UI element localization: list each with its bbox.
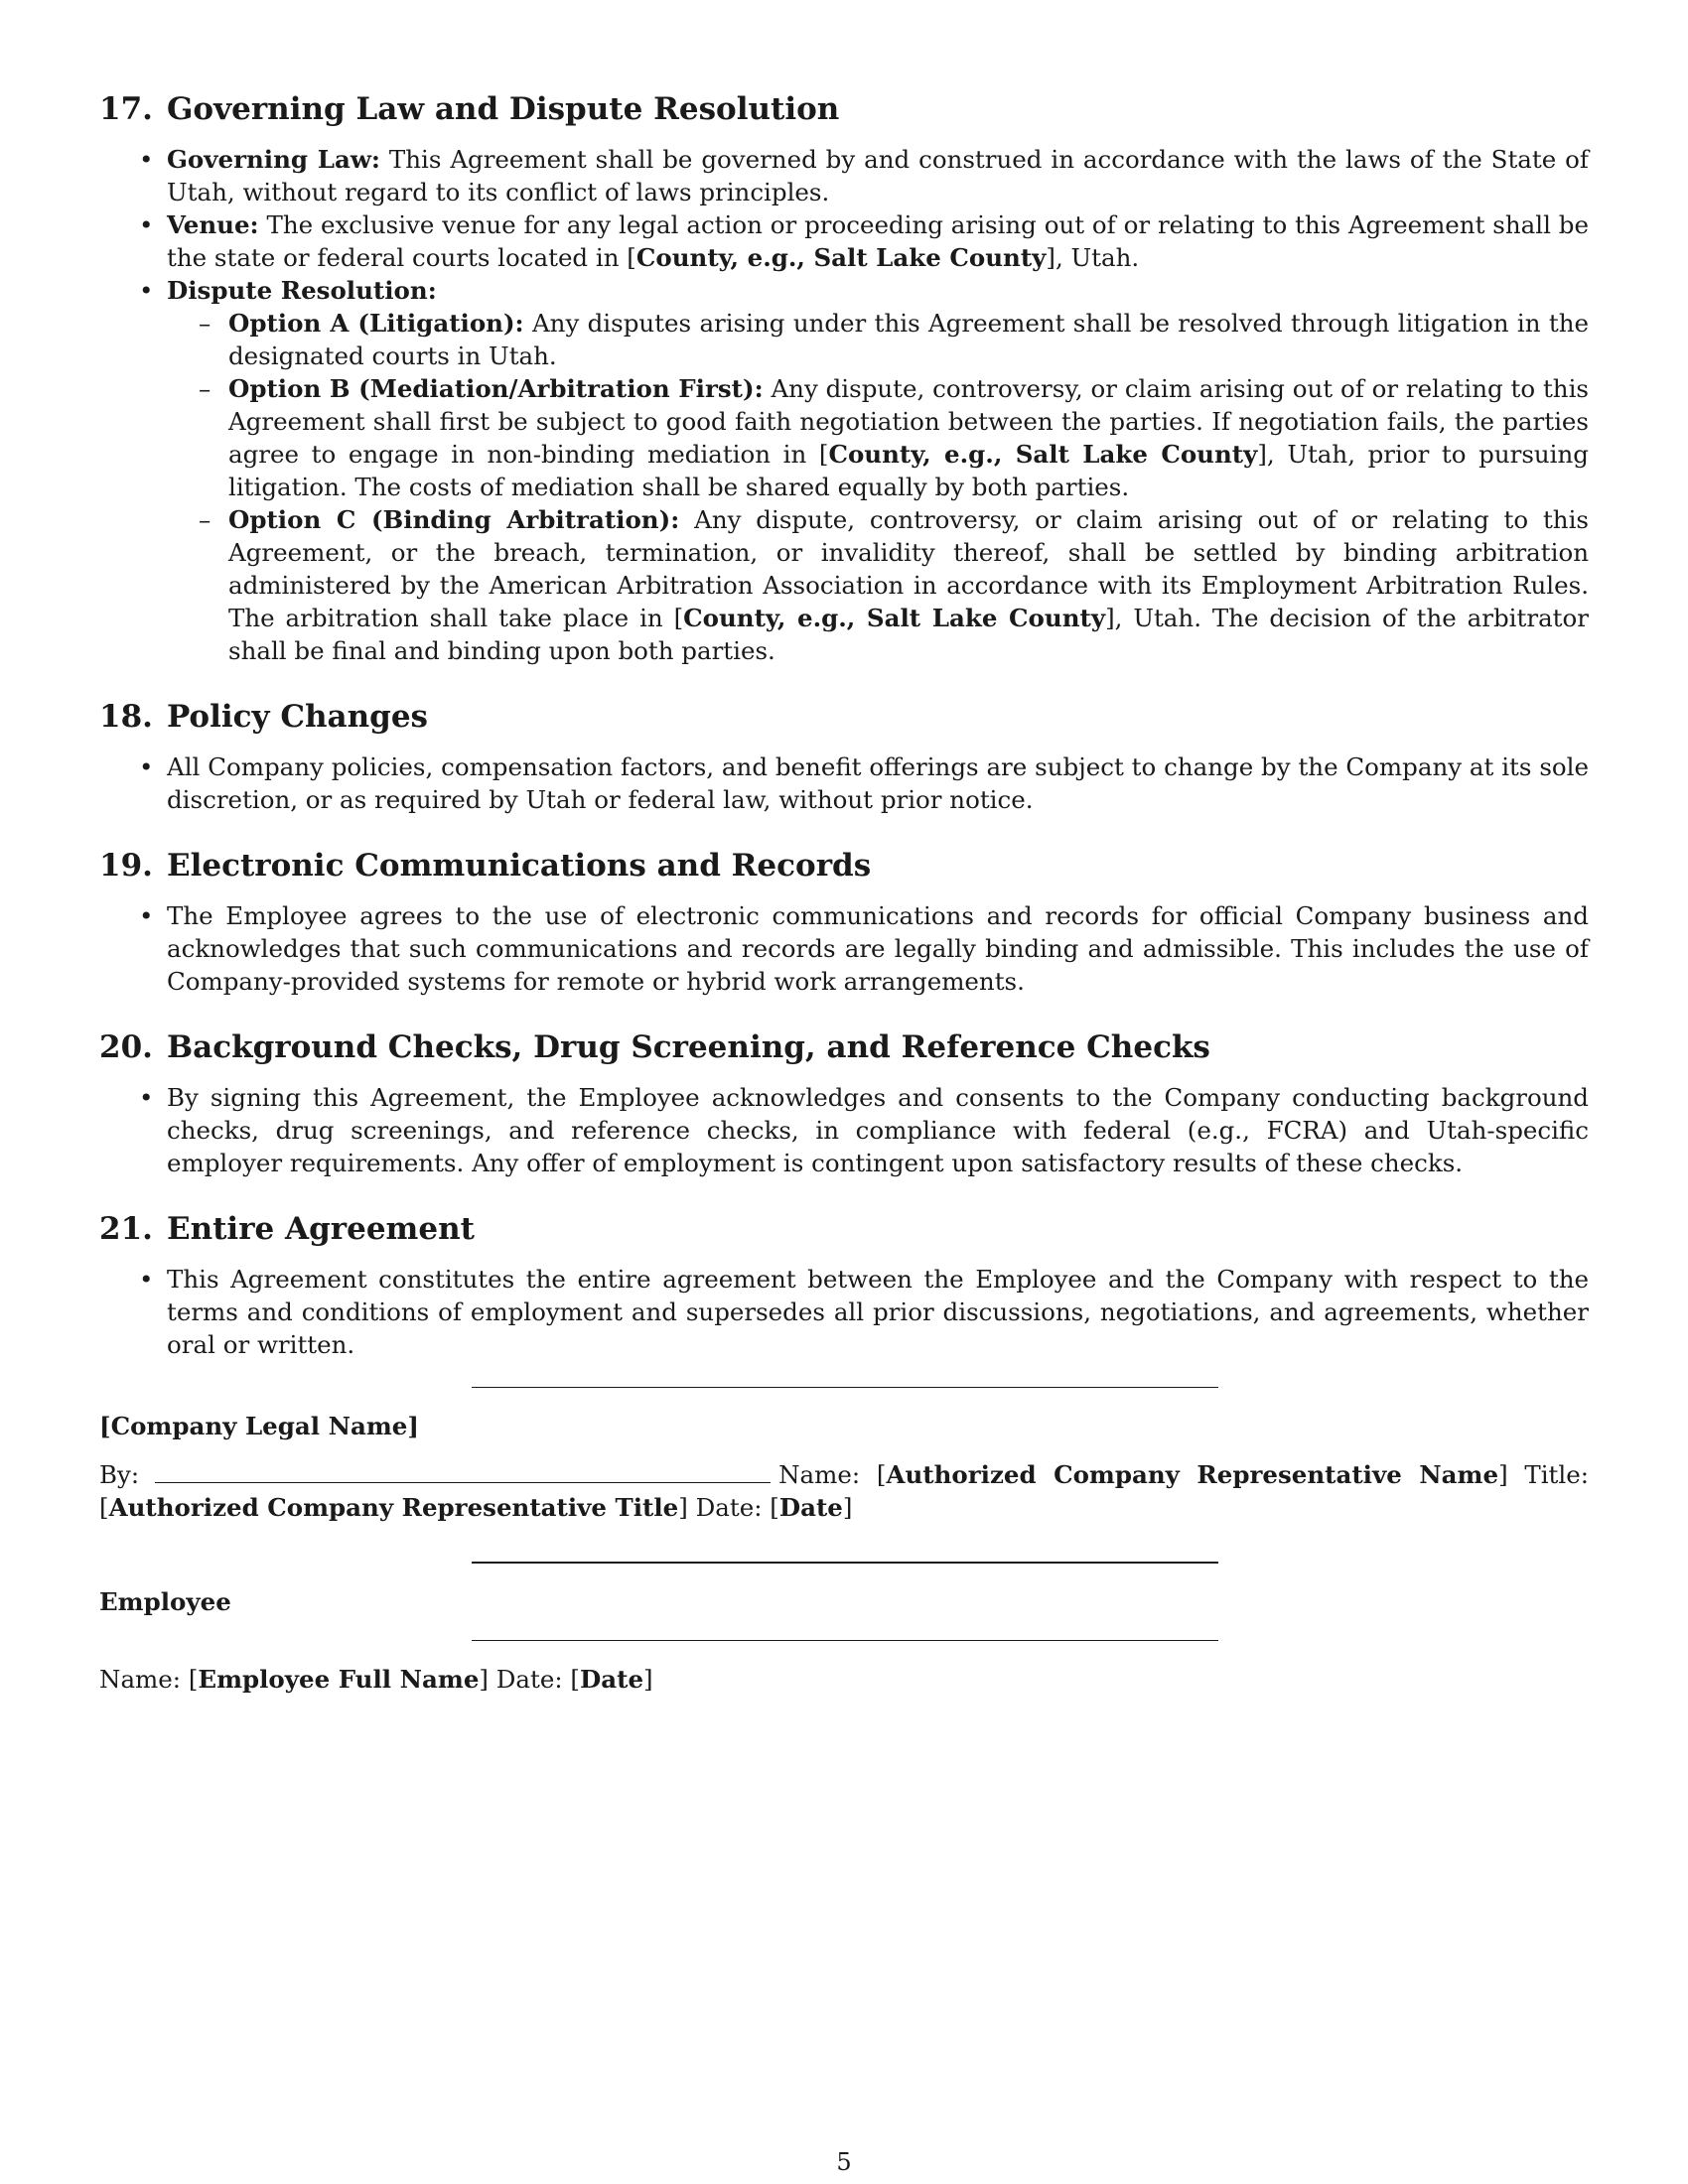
- section-title: Policy Changes: [166, 699, 429, 735]
- date-placeholder: Date: [580, 1665, 644, 1694]
- rep-name-placeholder: Authorized Company Representative Name: [886, 1460, 1499, 1489]
- employee-heading: Employee: [99, 1587, 231, 1616]
- bullet-list: [99, 899, 1589, 998]
- placeholder-county: County, e.g., Salt Lake County: [635, 243, 1047, 272]
- rep-title-placeholder: Authorized Company Representative Title: [108, 1493, 679, 1522]
- section-heading: [99, 846, 1589, 886]
- company-signature-block: [99, 1410, 1589, 1524]
- section-title: Entire Agreement: [166, 1211, 475, 1247]
- section-heading: [99, 1209, 1589, 1249]
- item-label: Venue:: [167, 210, 259, 239]
- section-title: Background Checks, Drug Screening, and Reference Checks: [166, 1029, 1210, 1065]
- by-label: By:: [99, 1460, 140, 1489]
- option-text: ], Utah. The decision of the arbitrator shall be final and binding upon both parties.: [228, 604, 1589, 665]
- company-signature-line: By: Name: [Authorized Company Representative Name] Title: [Authorized Company Representative Title] Date: [Date]: [99, 1460, 1589, 1522]
- option-label: Option B (Mediation/Arbitration First):: [228, 374, 764, 403]
- option-text: ], Utah, prior to pursuing litigation. The costs of mediation shall be shared equally by both parties.: [228, 440, 1589, 501]
- list-item: [167, 143, 1589, 208]
- document-page: [99, 89, 1589, 1696]
- section-number: 19.: [99, 848, 153, 884]
- option-label: Option C (Binding Arbitration):: [228, 505, 680, 534]
- section-policy-changes: [99, 697, 1589, 816]
- section-title: Electronic Communications and Records: [166, 848, 872, 884]
- option-text: Any disputes arising under this Agreement shall be resolved through litigation in the designated courts in Utah.: [228, 309, 1589, 370]
- company-name: [Company Legal Name]: [99, 1412, 419, 1440]
- list-item: • By signing this Agreement, the Employee acknowledges and consents to the Company conducting background checks, drug screenings, and reference checks, in compliance with federal (e.g., FCRA) and Utah-specific employer requirements. Any offer of employment is contingent upon satisfactory results of these checks.: [167, 1081, 1589, 1179]
- list-item: [167, 274, 1589, 667]
- employee-name-placeholder: Employee Full Name: [198, 1665, 480, 1694]
- signature-divider: [472, 1387, 1218, 1388]
- item-text: ], Utah.: [1046, 243, 1140, 272]
- placeholder-county: County, e.g., Salt Lake County: [828, 440, 1258, 469]
- date-label: Date:: [695, 1493, 763, 1522]
- option-text: Any dispute, controversy, or claim arising out of or relating to this Agreement shall first be subject to good faith negotiation between the parties. If negotiation fails, the parties agree to engage in non-binding mediation in [: [228, 374, 1589, 469]
- section-heading: [99, 1027, 1589, 1067]
- section-background-checks: [99, 1027, 1589, 1179]
- item-text: This Agreement shall be governed by and construed in accordance with the laws of the State of Utah, without regard to its conflict of laws principles.: [167, 145, 1589, 206]
- item-label: Governing Law:: [167, 145, 380, 174]
- item-text: The exclusive venue for any legal action or proceeding arising out of or relating to this Agreement shall be the state or federal courts located in [: [167, 210, 1589, 272]
- name-label: Name:: [99, 1665, 182, 1694]
- sub-list: [167, 307, 1589, 667]
- company-name-placeholder: Company Legal Name: [110, 1412, 408, 1440]
- option-text: Any dispute, controversy, or claim arising out of or relating to this Agreement, or the breach, termination, or invalidity thereof, shall be settled by binding arbitration administered by the American Arbitration Association in accordance with its Employment Arbitration Rules. The arbitration shall take place in [: [228, 505, 1589, 632]
- section-title: Governing Law and Dispute Resolution: [166, 91, 840, 127]
- section-number: 18.: [99, 699, 153, 735]
- sub-list-item: [228, 503, 1589, 667]
- section-number: 20.: [99, 1029, 153, 1065]
- signature-divider: [472, 1640, 1218, 1641]
- signature-blank[interactable]: [155, 1460, 771, 1483]
- sub-list-item: [228, 307, 1589, 372]
- list-item: • All Company policies, compensation factors, and benefit offerings are subject to change by the Company at its sole discretion, or as required by Utah or federal law, without prior notice.: [167, 751, 1589, 816]
- page-number: 5: [836, 2148, 852, 2176]
- date-label: Date:: [495, 1665, 563, 1694]
- date-placeholder: Date: [778, 1493, 843, 1522]
- option-label: Option A (Litigation):: [228, 309, 524, 338]
- section-number: 17.: [99, 91, 153, 127]
- item-label: Dispute Resolution:: [167, 276, 437, 305]
- name-label: Name:: [778, 1460, 861, 1489]
- bullet-list: [99, 143, 1589, 667]
- list-item: • The Employee agrees to the use of electronic communications and records for official Company business and acknowledges that such communications and records are legally binding and admissible. This includes the use of Company-provided systems for remote or hybrid work arrangements.: [167, 899, 1589, 998]
- section-heading: [99, 89, 1589, 129]
- title-label: Title:: [1524, 1460, 1589, 1489]
- section-number: 21.: [99, 1211, 153, 1247]
- bullet-list: [99, 1263, 1589, 1361]
- bullet-list: [99, 751, 1589, 816]
- section-electronic-communications: [99, 846, 1589, 998]
- section-governing-law: [99, 89, 1589, 667]
- placeholder-county: County, e.g., Salt Lake County: [683, 604, 1106, 632]
- section-entire-agreement: [99, 1209, 1589, 1361]
- list-item: [167, 208, 1589, 274]
- signature-divider: [472, 1562, 1218, 1564]
- employee-signature-line: Name: [Employee Full Name] Date: [Date]: [99, 1665, 653, 1694]
- bullet-list: [99, 1081, 1589, 1179]
- sub-list-item: [228, 372, 1589, 503]
- section-heading: [99, 697, 1589, 737]
- list-item: • This Agreement constitutes the entire agreement between the Employee and the Company with respect to the terms and conditions of employment and supersedes all prior discussions, negotiations, and agreements, whether oral or written.: [167, 1263, 1589, 1361]
